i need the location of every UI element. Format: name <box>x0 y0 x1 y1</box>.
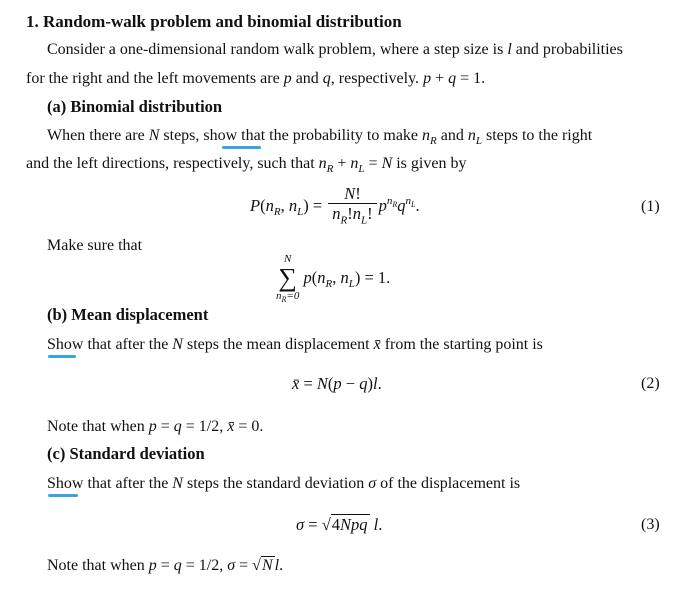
equation-3: σ = √4Npq l. <box>296 515 383 534</box>
part-a-text-1: When there are N steps, show that the probability to make $n_R$ and $n_L$ steps to the right <box>47 127 593 148</box>
part-a-heading: (a) Binomial distribution <box>47 97 223 116</box>
binomial-fraction: $\frac{N!}{n_R!n_L!}$ <box>328 184 376 230</box>
equation-2-number: (2) <box>641 375 660 392</box>
sqrt-expression: √4Npq <box>321 515 368 534</box>
intro-line-1: Consider a one-dimensional random walk problem, where a step size is l and probabilities <box>47 41 623 58</box>
part-a-text-2: and the left directions, respectively, such that $n_R + n_L = N$ is given by <box>26 155 467 176</box>
show-highlight-b <box>48 355 76 358</box>
part-b-text: Show that after the N steps the mean displacement x̄ from the starting point is <box>47 336 543 353</box>
equation-1: $P(n_R$, $n_L$) = $\frac{N!}{n_R!n_L!}$ $p^{n_R}q^{n_L}$. <box>250 184 420 230</box>
summation: N ∑ $n_R=0$ <box>276 253 300 305</box>
show-highlight-a <box>222 146 261 149</box>
equation-1-number: (1) <box>641 198 660 215</box>
part-b-note: Note that when p = q = 1/2, x̄ = 0. <box>47 418 264 435</box>
normalization-equation: N ∑ $n_R=0$ $p(n_R$, $n_L) = 1$. <box>276 253 391 305</box>
equation-2: x̄ = N(p − q)l. <box>292 374 382 393</box>
show-highlight-c <box>48 494 78 497</box>
problem-title: 1. Random-walk problem and binomial distribution <box>26 12 402 31</box>
part-c-note: Note that when p = q = 1/2, σ = √N l. <box>47 557 284 574</box>
part-c-heading: (c) Standard deviation <box>47 444 205 463</box>
intro-line-2: for the right and the left movements are p and q, respectively. p + q = 1. <box>26 70 486 87</box>
make-sure-text: Make sure that <box>47 237 143 254</box>
equation-3-number: (3) <box>641 516 660 533</box>
part-b-heading: (b) Mean displacement <box>47 305 209 324</box>
part-c-text: Show that after the N steps the standard deviation σ of the displacement is <box>47 475 521 492</box>
